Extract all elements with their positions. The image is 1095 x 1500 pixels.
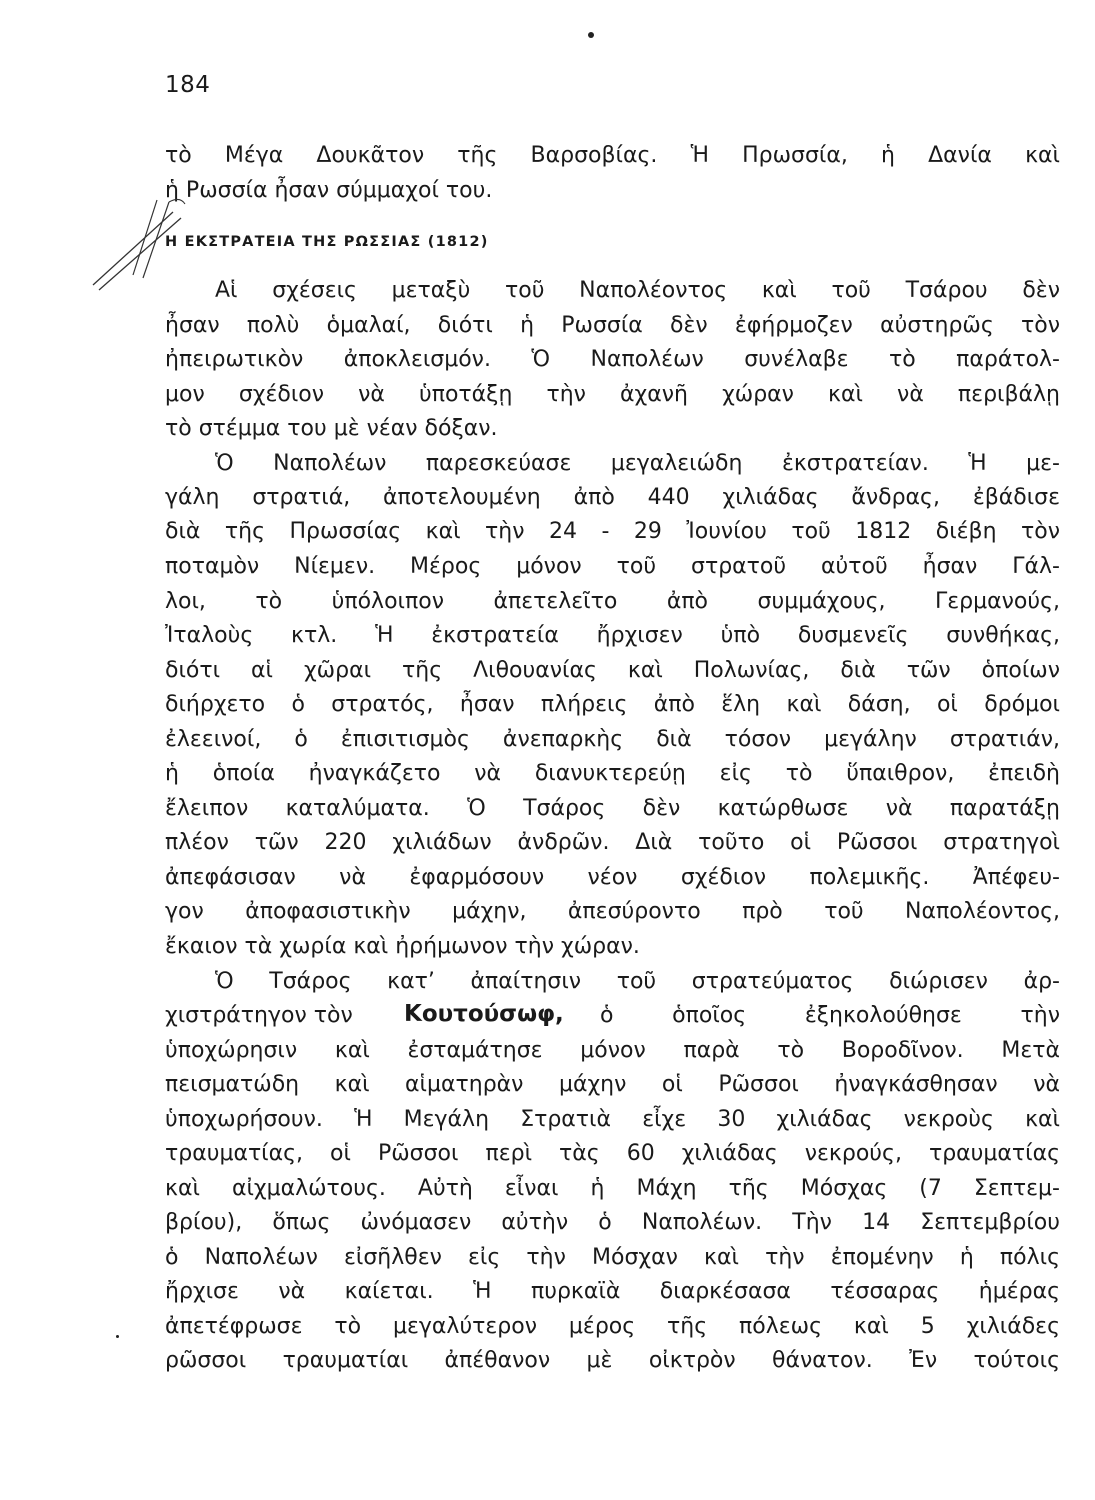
p2-line-2: γάλη στρατιά, ἀποτελουμένη ἀπὸ 440 χιλιάδας ἄνδρας, ἐβάδισε [165,485,1060,510]
p3-line-8: βρίου), ὅπως ὠνόμασεν αὐτὴν ὁ Ναπολέων. Τὴν 14 Σεπτεμβρίου [165,1210,1060,1235]
p2-line-10: ἡ ὁποία ἠναγκάζετο νὰ διανυκτερεύῃ εἰς τὸ ὕπαιθρον, ἐπειδὴ [165,761,1060,786]
p2-line-12: πλέον τῶν 220 χιλιάδων ἀνδρῶν. Διὰ τοῦτο οἱ Ρῶσσοι στρατηγοὶ [165,830,1060,855]
p3-line-5: ὑποχωρήσουν. Ἡ Μεγάλη Στρατιὰ εἶχε 30 χιλιάδας νεκροὺς καὶ [165,1107,1060,1132]
p3-line-2-end: ὁ ὁποῖος ἐξηκολούθησε τὴν [600,1003,1060,1028]
p2-line-9: ἐλεεινοί, ὁ ἐπισιτισμὸς ἀνεπαρκὴς διὰ τόσον μεγάλην στρατιάν, [165,727,1060,752]
p2-line-11: ἔλειπον καταλύματα. Ὁ Τσάρος δὲν κατώρθωσε νὰ παρατάξῃ [165,796,1060,821]
page-number: 184 [165,72,211,98]
p2-line-1: Ὁ Ναπολέων παρεσκεύασε μεγαλειώδη ἐκστρατείαν. Ἡ με- [215,451,1060,476]
p3-line-9: ὁ Ναπολέων εἰσῆλθεν εἰς τὴν Μόσχαν καὶ τὴν ἐπομένην ἡ πόλις [165,1245,1060,1270]
p1-line-5: τὸ στέμμα του μὲ νέαν δόξαν. [165,416,498,441]
p2-line-4: ποταμὸν Νίεμεν. Μέρος μόνον τοῦ στρατοῦ αὐτοῦ ἦσαν Γάλ- [165,554,1060,579]
p2-line-5: λοι, τὸ ὑπόλοιπον ἀπετελεῖτο ἀπὸ συμμάχους, Γερμανούς, [165,589,1060,614]
p2-line-3: διὰ τῆς Πρωσσίας καὶ τὴν 24 - 29 Ἰουνίου τοῦ 1812 διέβη τὸν [165,519,1060,544]
p1-line-1: Αἱ σχέσεις μεταξὺ τοῦ Ναπολέοντος καὶ τοῦ Τσάρου δὲν [215,278,1060,303]
p3-line-11: ἀπετέφρωσε τὸ μεγαλύτερον μέρος τῆς πόλεως καὶ 5 χιλιάδες [165,1314,1060,1339]
p3-line-4: πεισματώδη καὶ αἱματηρὰν μάχην οἱ Ρῶσσοι ἠναγκάσθησαν νὰ [165,1072,1060,1097]
ink-speck [116,1335,119,1338]
p3-line-3: ὑποχώρησιν καὶ ἐσταμάτησε μόνον παρὰ τὸ Βοροδῖνον. Μετὰ [165,1038,1060,1063]
ink-speck [588,32,594,38]
p3-line-1: Ὁ Τσάρος κατ’ ἀπαίτησιν τοῦ στρατεύματος διώρισεν ἀρ- [215,969,1060,994]
p2-line-6: Ἰταλοὺς κτλ. Ἡ ἐκστρατεία ἤρχισεν ὑπὸ δυσμενεῖς συνθήκας, [165,623,1060,648]
p2-line-7: διότι αἱ χῶραι τῆς Λιθουανίας καὶ Πολωνίας, διὰ τῶν ὁποίων [165,658,1060,683]
p3-line-2-start: χιστράτηγον τὸν [165,1003,353,1028]
p2-line-15: ἔκαιον τὰ χωρία καὶ ἠρήμωνον τὴν χώραν. [165,934,640,959]
intro-line-2: ἡ Ρωσσία ἦσαν σύμμαχοί του. [165,178,493,203]
p3-name-kutuzov: Κουτούσωφ, [404,1001,564,1027]
p3-line-6: τραυματίας, οἱ Ρῶσσοι περὶ τὰς 60 χιλιάδας νεκρούς, τραυματίας [165,1141,1060,1166]
p3-line-12: ρῶσσοι τραυματίαι ἀπέθανον μὲ οἰκτρὸν θάνατον. Ἐν τούτοις [165,1348,1060,1373]
p1-line-3: ἠπειρωτικὸν ἀποκλεισμόν. Ὁ Ναπολέων συνέλαβε τὸ παράτολ- [165,347,1060,372]
p2-line-8: διήρχετο ὁ στρατός, ἦσαν πλήρεις ἀπὸ ἕλη καὶ δάση, οἱ δρόμοι [165,692,1060,717]
p2-line-13: ἀπεφάσισαν νὰ ἐφαρμόσουν νέον σχέδιον πολεμικῆς. Ἀπέφευ- [165,865,1060,890]
section-heading: Η ΕΚΣΤΡΑΤΕΙΑ ΤΗΣ ΡΩΣΣΙΑΣ (1812) [165,234,489,250]
p1-line-2: ἦσαν πολὺ ὁμαλαί, διότι ἡ Ρωσσία δὲν ἐφήρμοζεν αὐστηρῶς τὸν [165,313,1060,338]
p2-line-14: γον ἀποφασιστικὴν μάχην, ἀπεσύροντο πρὸ τοῦ Ναπολέοντος, [165,899,1060,924]
intro-line-1: τὸ Μέγα Δουκᾶτον τῆς Βαρσοβίας. Ἡ Πρωσσία, ἡ Δανία καὶ [165,143,1060,168]
p3-line-7: καὶ αἰχμαλώτους. Αὐτὴ εἶναι ἡ Μάχη τῆς Μόσχας (7 Σεπτεμ- [165,1176,1060,1201]
p3-line-10: ἤρχισε νὰ καίεται. Ἡ πυρκαϊὰ διαρκέσασα τέσσαρας ἡμέρας [165,1279,1060,1304]
p1-line-4: μον σχέδιον νὰ ὑποτάξῃ τὴν ἀχανῆ χώραν καὶ νὰ περιβάλῃ [165,382,1060,407]
